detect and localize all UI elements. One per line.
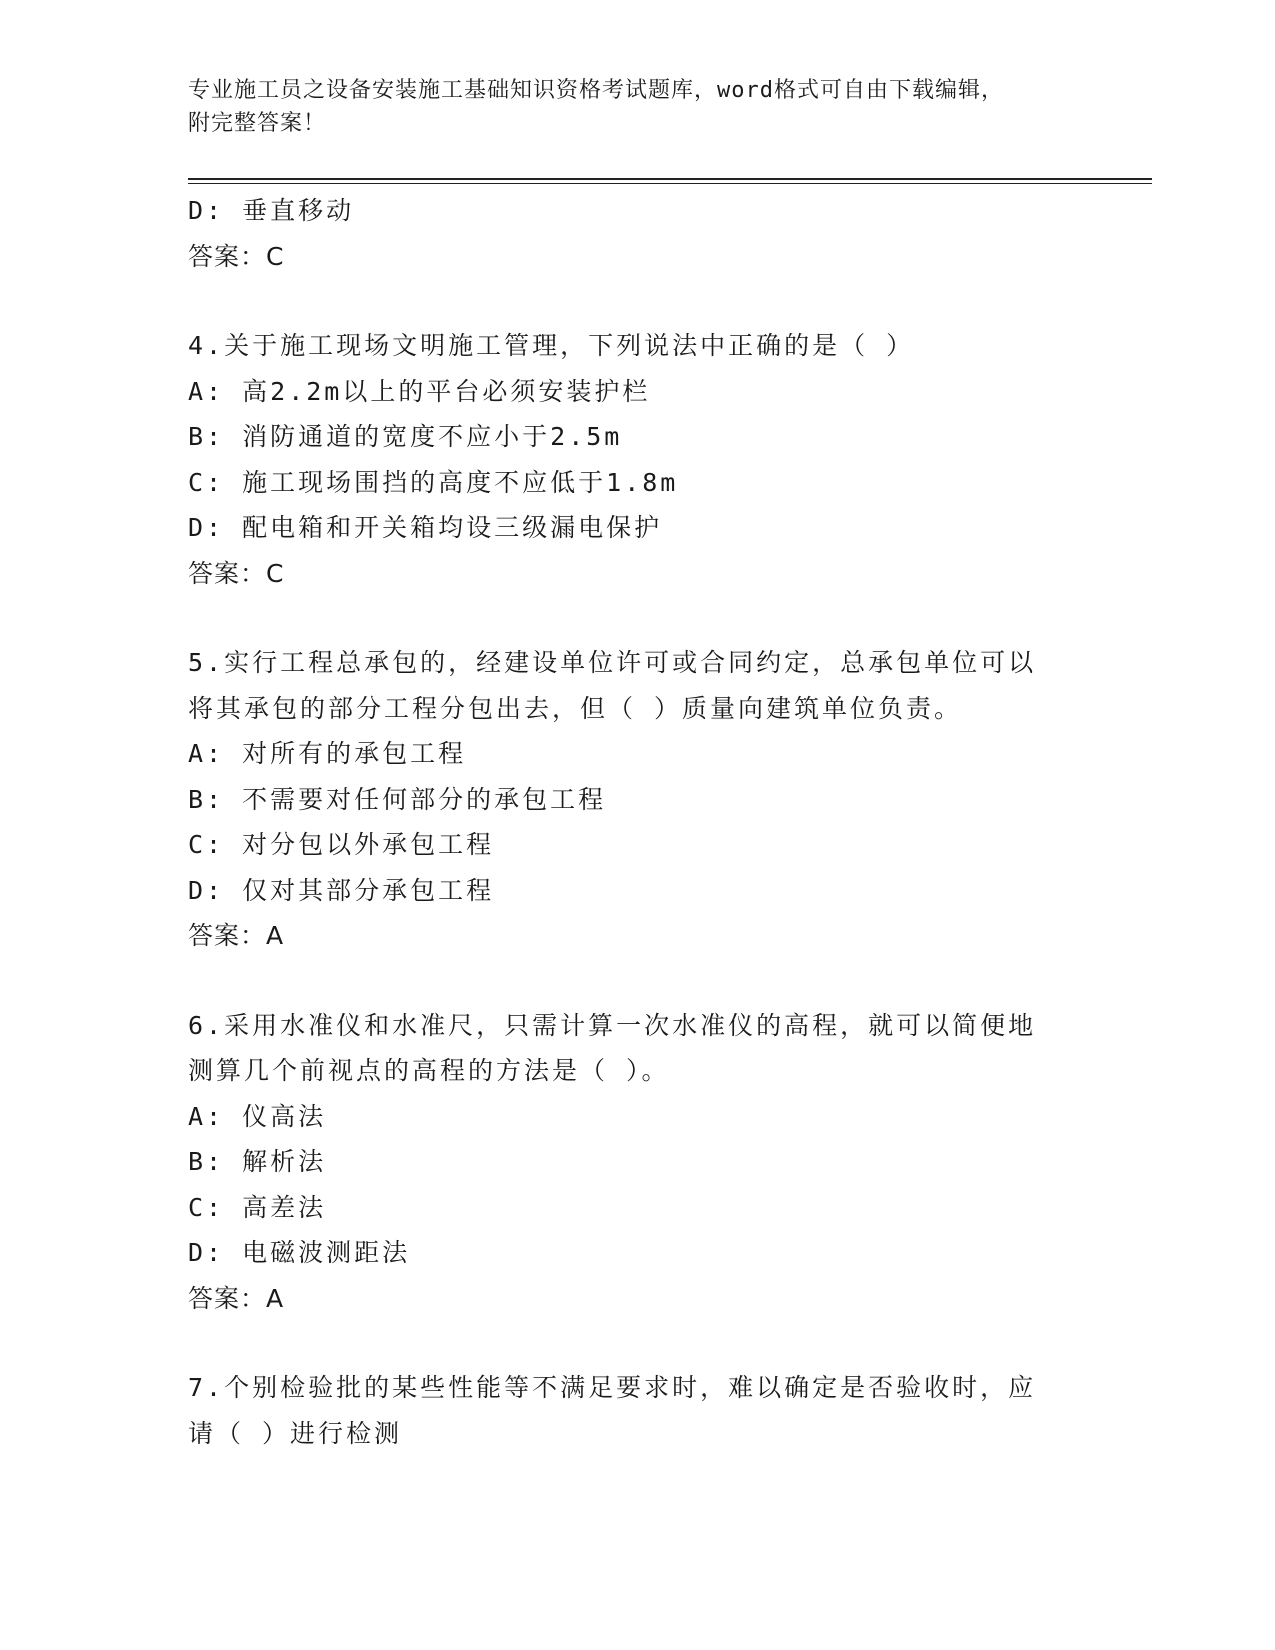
question-text-line-2: 测算几个前视点的高程的方法是（ ）。 [188, 1056, 670, 1085]
option-d: D: 垂直移动 [188, 196, 355, 225]
answer: 答案：A [188, 921, 285, 950]
question-text-line-1: 7.个别检验批的某些性能等不满足要求时，难以确定是否验收时，应 [188, 1373, 1037, 1402]
header-rule-thick [188, 178, 1152, 180]
question-5 [188, 640, 1088, 959]
question-6 [188, 1003, 1088, 1322]
option-b: B: 不需要对任何部分的承包工程 [188, 784, 607, 814]
header-line-2: 附完整答案！ [188, 111, 327, 136]
option-d: D: 仅对其部分承包工程 [188, 875, 495, 905]
answer: 答案：A [188, 1283, 285, 1313]
spacer [188, 959, 1088, 1003]
spacer [188, 596, 1088, 640]
question-3-tail [188, 188, 1088, 279]
document-header [188, 74, 1088, 140]
option-c: C: 施工现场围挡的高度不应低于1.8m [188, 467, 679, 497]
answer: 答案：C [188, 558, 285, 588]
option-a: A: 高2.2m以上的平台必须安装护栏 [188, 376, 651, 406]
question-list [188, 188, 1088, 1456]
option-b: B: 消防通道的宽度不应小于2.5m [188, 422, 623, 451]
option-b: B: 解析法 [188, 1147, 327, 1176]
option-a: A: 对所有的承包工程 [188, 739, 467, 768]
question-text-line-2: 请（ ）进行检测 [188, 1418, 403, 1448]
option-c: C: 对分包以外承包工程 [188, 830, 495, 859]
option-c: C: 高差法 [188, 1192, 327, 1222]
question-text-line-2: 将其承包的部分工程分包出去，但（ ）质量向建筑单位负责。 [188, 693, 963, 723]
question-text: 4.关于施工现场文明施工管理，下列说法中正确的是（ ） [188, 331, 915, 360]
option-d: D: 电磁波测距法 [188, 1238, 411, 1267]
option-d: D: 配电箱和开关箱均设三级漏电保护 [188, 513, 663, 542]
answer: 答案：C [188, 241, 285, 271]
question-4 [188, 323, 1088, 596]
option-a: A: 仪高法 [188, 1101, 327, 1131]
question-text-line-1: 6.采用水准仪和水准尺，只需计算一次水准仪的高程，就可以简便地 [188, 1010, 1037, 1040]
question-7 [188, 1365, 1088, 1456]
spacer [188, 1321, 1088, 1365]
spacer [188, 279, 1088, 323]
header-line-1: 专业施工员之设备安装施工基础知识资格考试题库，word格式可自由下载编辑， [188, 78, 1004, 103]
header-rule-thin [188, 183, 1152, 184]
question-text-line-1: 5.实行工程总承包的，经建设单位许可或合同约定，总承包单位可以 [188, 648, 1037, 677]
